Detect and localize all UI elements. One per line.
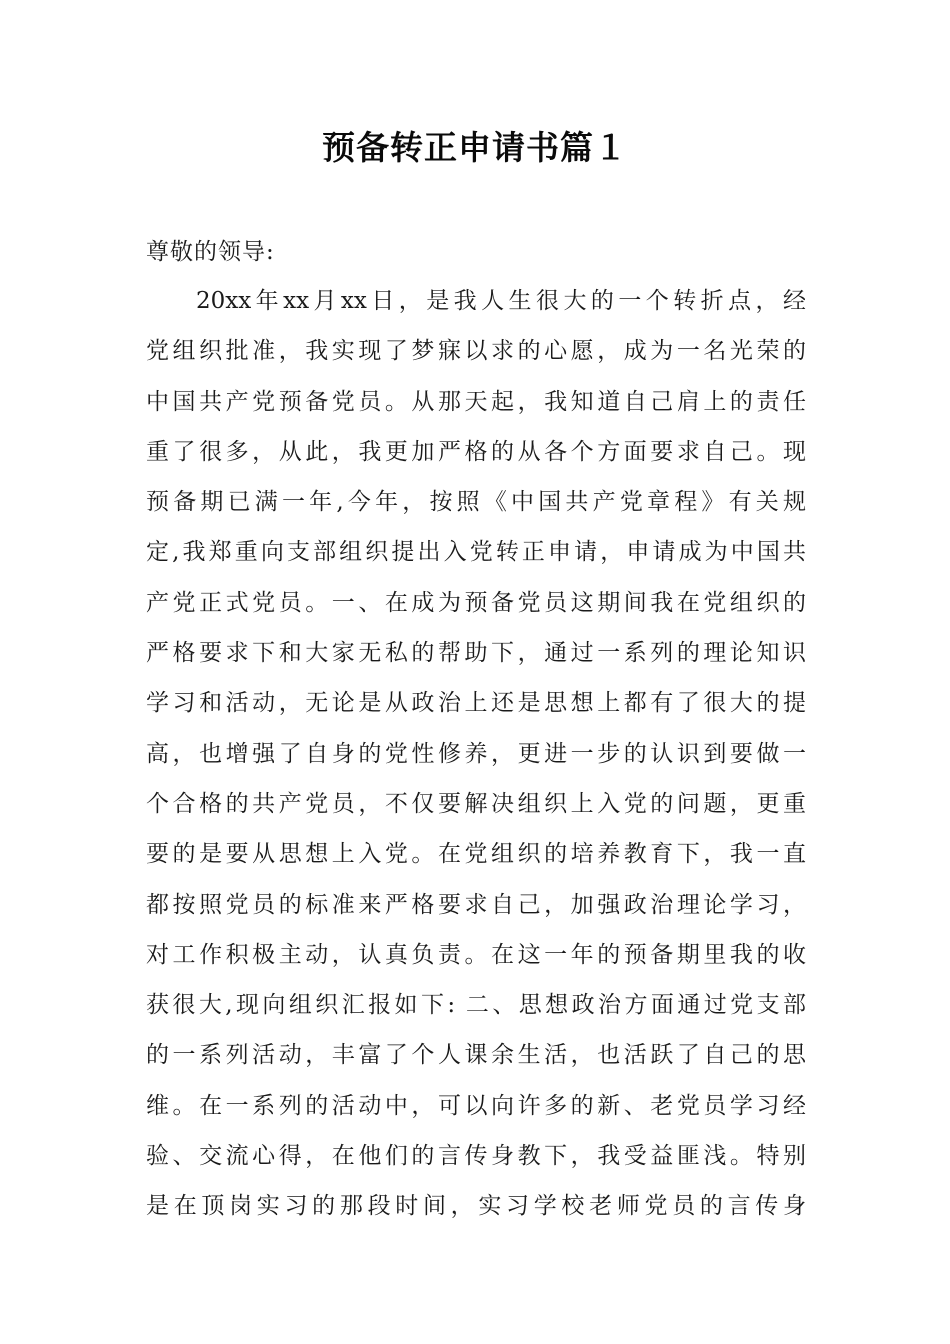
body-line: 20xx年xx月xx日，是我人生很大的一个转折点，经	[196, 288, 806, 314]
body-line: 党组织批准，我实现了梦寐以求的心愿，成为一名光荣的	[146, 338, 806, 365]
body-text	[146, 281, 806, 1237]
body-line: 个合格的共产党员，不仅要解决组织上入党的问题，更重	[146, 790, 806, 817]
document-title: 预备转正申请书篇１	[322, 128, 628, 167]
body-line: 产党正式党员。一、在成为预备党员这期间我在党组织的	[146, 589, 806, 616]
body-line: 验、交流心得，在他们的言传身教下，我受益匪浅。特别	[146, 1143, 806, 1170]
body-line: 定,我郑重向支部组织提出入党转正申请，申请成为中国共	[146, 539, 806, 566]
body-line: 预备期已满一年,今年，按照《中国共产党章程》有关规	[146, 489, 806, 516]
body-line: 重了很多，从此，我更加严格的从各个方面要求自己。现	[146, 438, 806, 465]
body-line: 严格要求下和大家无私的帮助下，通过一系列的理论知识	[146, 640, 806, 667]
body-line: 都按照党员的标准来严格要求自己，加强政治理论学习，	[146, 891, 806, 918]
body-line: 要的是要从思想上入党。在党组织的培养教育下，我一直	[146, 841, 806, 868]
body-line: 维。在一系列的活动中，可以向许多的新、老党员学习经	[146, 1092, 806, 1119]
body-line: 对工作积极主动，认真负责。在这一年的预备期里我的收	[146, 941, 806, 968]
body-line: 是在顶岗实习的那段时间，实习学校老师党员的言传身	[146, 1193, 806, 1220]
body-line: 学习和活动，无论是从政治上还是思想上都有了很大的提	[146, 690, 806, 717]
body-line: 中国共产党预备党员。从那天起，我知道自己肩上的责任	[146, 388, 806, 415]
salutation: 尊敬的领导:	[146, 239, 275, 265]
body-line: 的一系列活动，丰富了个人课余生活，也活跃了自己的思	[146, 1042, 806, 1069]
body-line: 获很大,现向组织汇报如下: 二、思想政治方面通过党支部	[146, 992, 806, 1019]
body-line: 高，也增强了自身的党性修养，更进一步的认识到要做一	[146, 740, 806, 767]
